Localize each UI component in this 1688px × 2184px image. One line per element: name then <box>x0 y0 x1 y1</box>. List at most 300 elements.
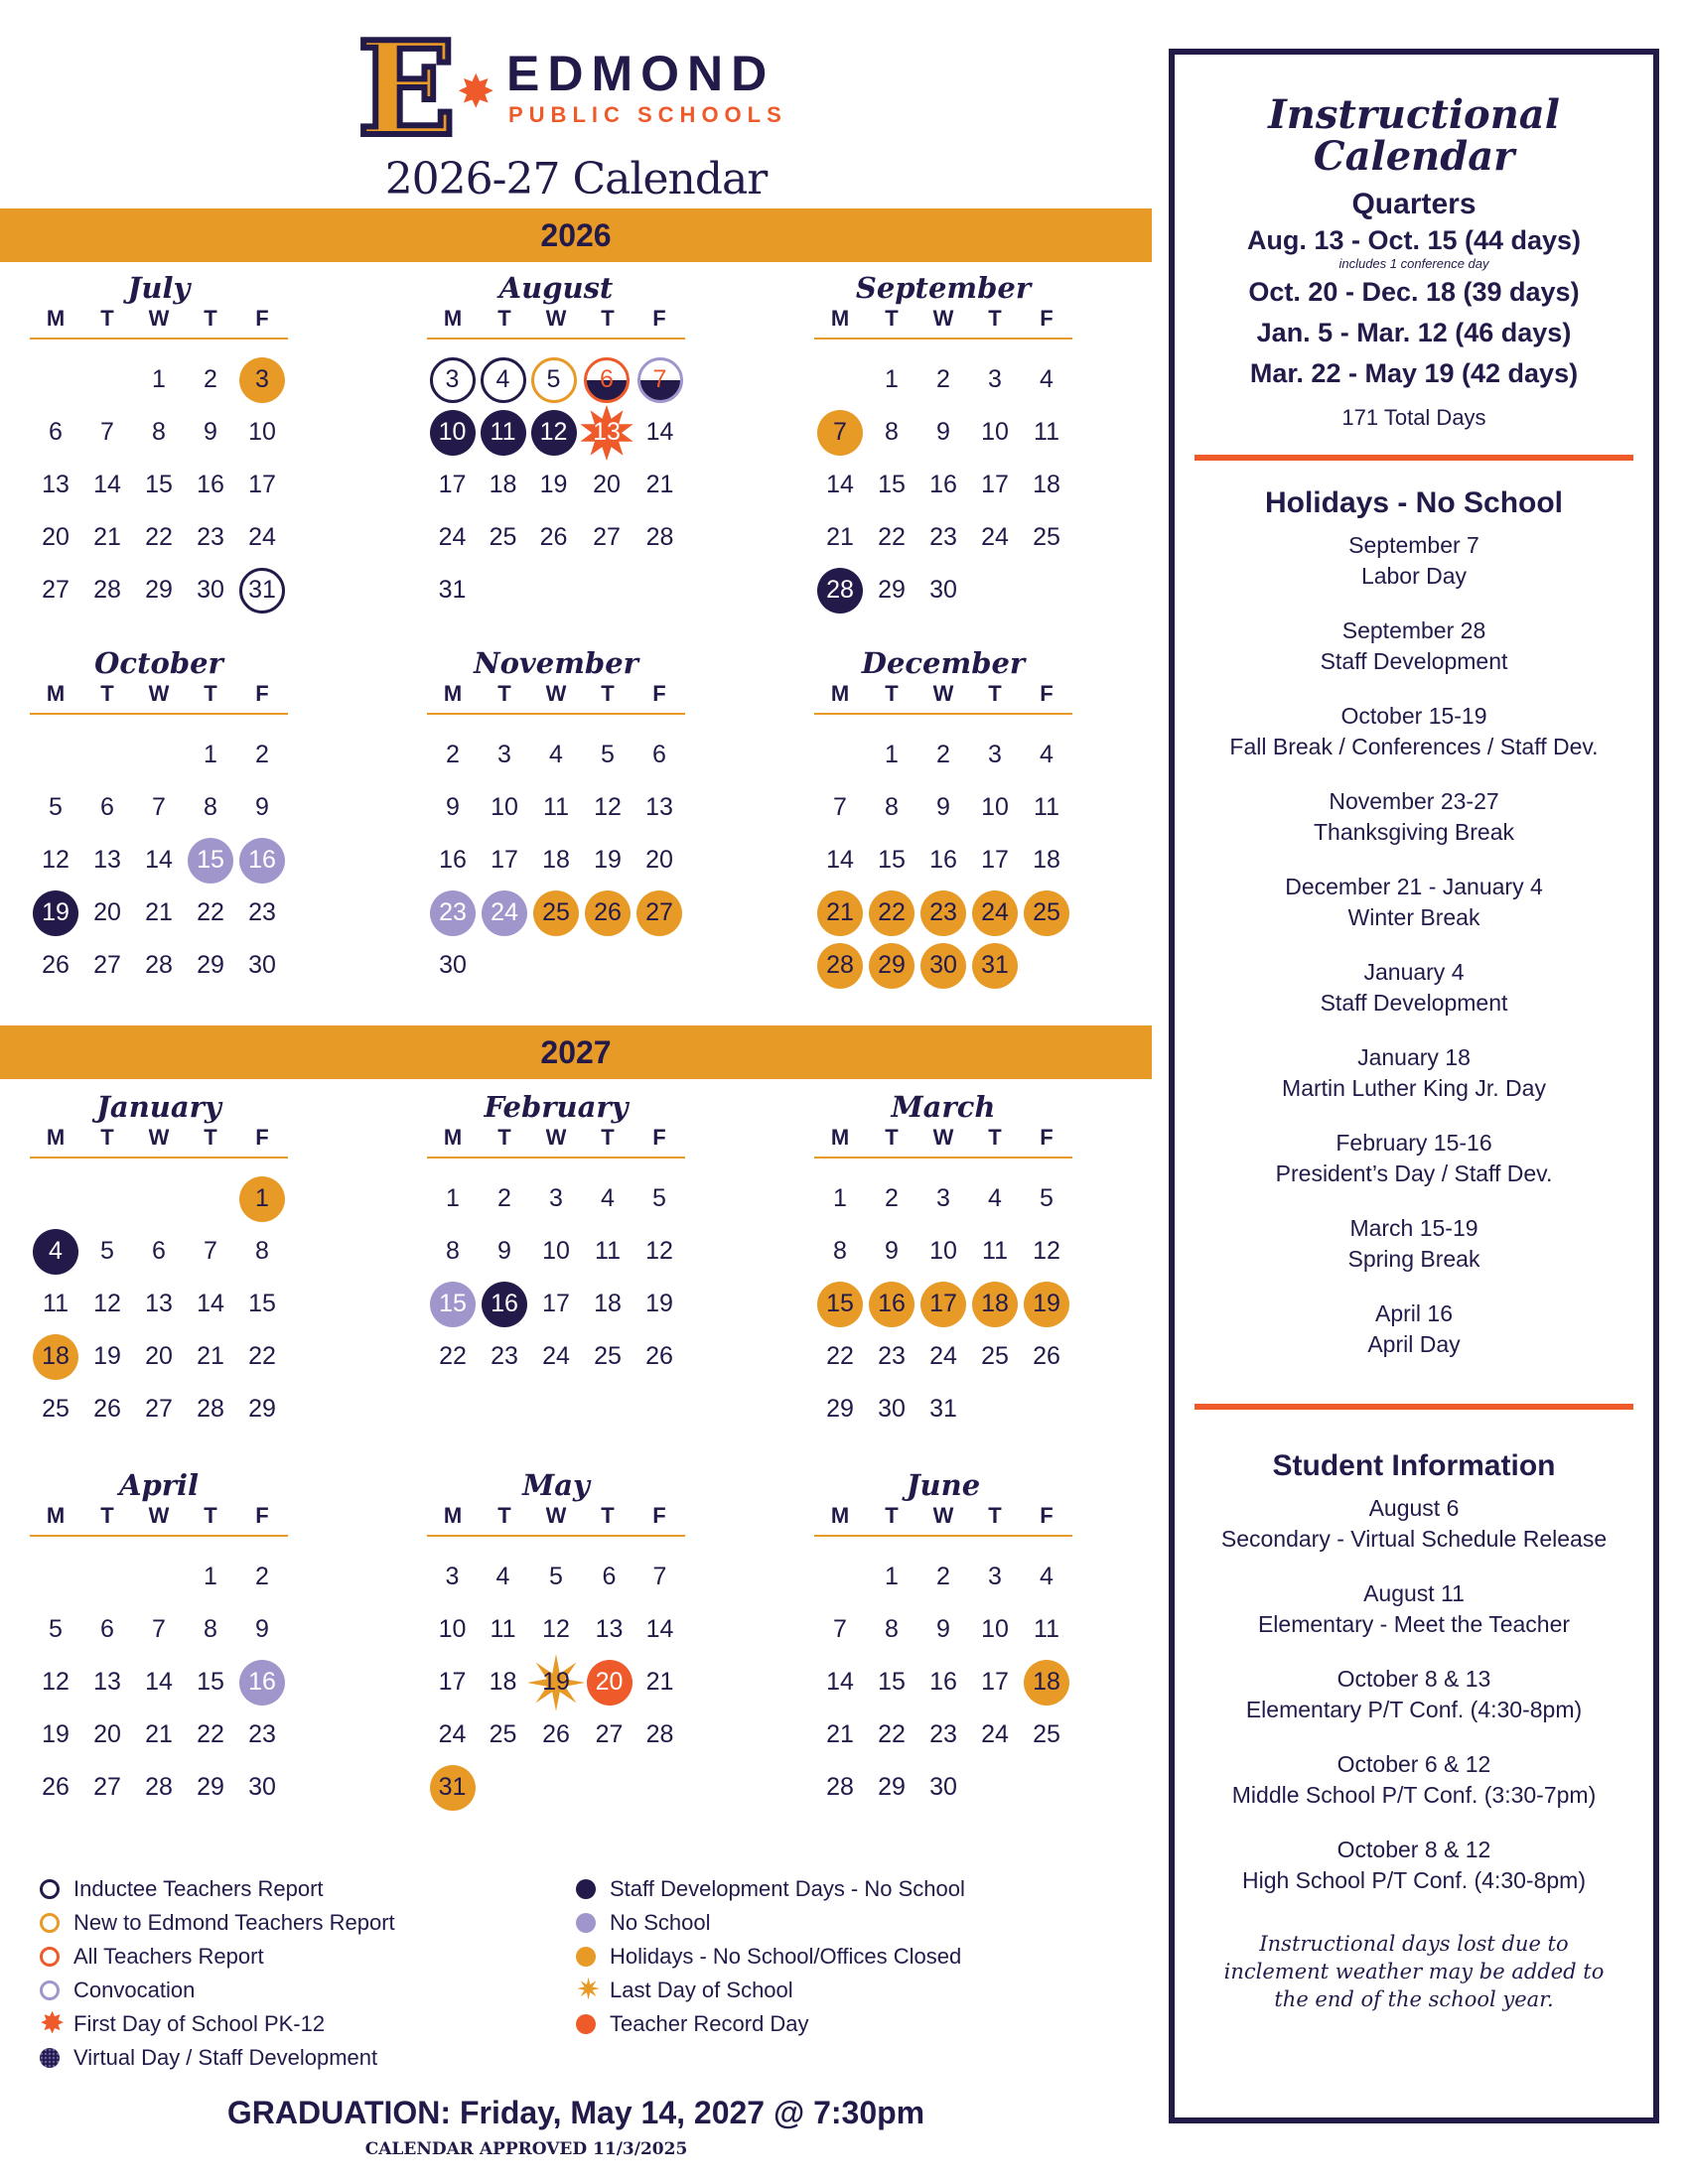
day-cell <box>917 939 969 992</box>
day-cell <box>969 939 1021 992</box>
day-number: 6 <box>100 793 114 821</box>
day-cell <box>969 1330 1021 1383</box>
day-hol <box>869 890 914 936</box>
day-number: 5 <box>100 1237 114 1265</box>
day-cell <box>81 459 133 511</box>
day-number: 24 <box>981 898 1009 926</box>
day-cell <box>185 459 236 511</box>
empty-cell <box>81 353 133 406</box>
day-cell <box>582 1225 633 1278</box>
day-cell <box>866 511 917 564</box>
day <box>239 1334 285 1380</box>
weekday-label: T <box>497 1125 511 1150</box>
day-cell <box>866 939 917 992</box>
day-cell <box>236 1551 288 1603</box>
day-number: 25 <box>594 1342 622 1370</box>
day-cell <box>236 1278 288 1330</box>
weekday-header <box>427 306 685 340</box>
holiday-item-date: September 28 <box>1341 617 1486 643</box>
day-cell <box>185 1551 236 1603</box>
day-number: 23 <box>248 1720 276 1748</box>
day <box>869 515 914 561</box>
day-cell <box>427 781 479 834</box>
day-cell <box>133 1708 185 1761</box>
empty-cell <box>30 1551 81 1603</box>
day-number: 6 <box>49 418 63 446</box>
day-cell <box>969 887 1021 939</box>
day-cell <box>479 1278 530 1330</box>
day <box>33 1387 78 1433</box>
day-hol <box>920 1282 966 1327</box>
month-august <box>427 270 685 616</box>
day-number: 25 <box>1033 523 1060 551</box>
day <box>136 1334 182 1380</box>
day <box>136 838 182 884</box>
day-number: 1 <box>152 365 166 393</box>
holiday-item-desc: April Day <box>1367 1331 1461 1357</box>
day <box>239 1555 285 1600</box>
month-name: October <box>94 646 223 680</box>
day-cell <box>917 1330 969 1383</box>
day-number: 9 <box>204 418 217 446</box>
day-cell <box>81 1656 133 1708</box>
day-number: 10 <box>929 1237 957 1265</box>
day-ns <box>239 838 285 884</box>
day-cell <box>427 834 479 887</box>
day-number: 24 <box>438 1720 467 1748</box>
day-cell <box>133 353 185 406</box>
day-cell <box>917 887 969 939</box>
day-grid <box>30 729 288 992</box>
day-number: 28 <box>826 951 854 979</box>
year-bar-2026: 2026 <box>0 208 1152 262</box>
day-cell <box>81 1603 133 1656</box>
holiday-item <box>1175 957 1653 1019</box>
weekday-header <box>30 1503 288 1537</box>
day <box>481 515 526 561</box>
day-number: 13 <box>93 1668 121 1696</box>
day-number: 28 <box>145 1773 173 1801</box>
day-cell <box>133 1278 185 1330</box>
legend-label: Staff Development Days - No School <box>610 1876 965 1901</box>
day <box>84 1712 130 1758</box>
day-number: 3 <box>497 741 511 768</box>
day-cell <box>185 1761 236 1814</box>
day-number: 12 <box>594 793 622 821</box>
day-cell <box>866 1330 917 1383</box>
day-number: 21 <box>826 1720 854 1748</box>
day <box>869 463 914 508</box>
day-cell <box>633 887 685 939</box>
day <box>636 1229 682 1275</box>
day <box>482 1334 527 1380</box>
divider <box>1195 1404 1633 1410</box>
legend-item-last <box>576 1974 793 2006</box>
day-cell <box>634 353 685 406</box>
day-cell <box>81 1278 133 1330</box>
day-cell <box>30 1603 81 1656</box>
day-number: 23 <box>929 898 957 926</box>
day-cell <box>633 1172 685 1225</box>
day <box>817 1607 863 1653</box>
day <box>136 1229 182 1275</box>
day <box>188 943 233 989</box>
divider <box>1195 455 1633 461</box>
day-cell <box>866 781 917 834</box>
day <box>533 1555 579 1600</box>
day-cell <box>866 1656 917 1708</box>
day <box>972 838 1018 884</box>
day-number: 26 <box>542 1720 570 1748</box>
weekday-label: M <box>46 1125 66 1150</box>
day-hol <box>33 1334 78 1380</box>
day <box>33 515 78 561</box>
day-number: 7 <box>100 418 114 446</box>
day <box>637 1712 683 1758</box>
day-cell <box>814 1278 866 1330</box>
day <box>84 1282 130 1327</box>
day-cell <box>30 511 81 564</box>
weekday-header <box>427 1503 685 1537</box>
day-number: 13 <box>593 418 621 446</box>
student-info-item <box>1175 1578 1653 1640</box>
day-cell <box>30 939 81 992</box>
day-hol <box>920 890 966 936</box>
legend-swatch-icon <box>40 1913 60 1933</box>
day-cell <box>236 1656 288 1708</box>
weekday-label: T <box>204 681 217 706</box>
day <box>636 838 682 884</box>
weekday-label: W <box>545 306 567 331</box>
day-first <box>579 405 634 461</box>
calendar-title: 2026-27 Calendar <box>384 154 768 205</box>
day-cell <box>917 1708 969 1761</box>
month-name: December <box>861 646 1026 680</box>
day-number: 15 <box>197 1668 224 1696</box>
day <box>972 785 1018 831</box>
day-number: 30 <box>248 951 276 979</box>
day-cell <box>81 511 133 564</box>
day-cell <box>584 1708 634 1761</box>
day-number: 16 <box>248 846 276 874</box>
day-number: 19 <box>542 1668 570 1696</box>
day-number: 10 <box>981 418 1009 446</box>
day-number: 29 <box>197 1773 224 1801</box>
day <box>531 515 577 561</box>
weekday-header <box>814 1503 1072 1537</box>
day-cell <box>528 353 579 406</box>
day-number: 9 <box>255 793 269 821</box>
day <box>533 1607 579 1653</box>
day-cell <box>1021 353 1072 406</box>
weekday-label: F <box>255 306 269 331</box>
day-cell <box>427 1330 479 1383</box>
day-cell <box>579 353 634 406</box>
day-number: 17 <box>438 471 467 498</box>
day-number: 1 <box>255 1184 269 1212</box>
logo-star-icon: ✸ <box>457 65 495 118</box>
day <box>239 515 285 561</box>
day-cell <box>1021 1603 1072 1656</box>
day-cell <box>634 406 685 459</box>
day-cell <box>579 459 634 511</box>
month-may <box>427 1467 685 1814</box>
day-number: 7 <box>652 365 667 393</box>
legend-item-sd <box>576 1876 965 1902</box>
day-cell <box>133 1603 185 1656</box>
day-cell <box>478 1656 528 1708</box>
day <box>637 1555 683 1600</box>
day-number: 12 <box>542 1615 570 1643</box>
day-cell <box>185 834 236 887</box>
day-number: 28 <box>826 576 854 604</box>
day <box>636 785 682 831</box>
day <box>33 1607 78 1653</box>
day-cell <box>185 939 236 992</box>
day <box>869 1607 914 1653</box>
day <box>817 1387 863 1433</box>
day-number: 26 <box>93 1395 121 1423</box>
empty-cell <box>81 1551 133 1603</box>
day-number: 8 <box>885 793 899 821</box>
day-number: 30 <box>439 951 467 979</box>
day <box>972 1555 1018 1600</box>
day-hol <box>1024 1660 1069 1706</box>
weekday-label: F <box>652 1125 666 1150</box>
weekday-label: W <box>932 1125 954 1150</box>
day <box>430 1607 476 1653</box>
day <box>239 785 285 831</box>
day-number: 2 <box>936 1563 950 1590</box>
day-hol <box>972 943 1018 989</box>
day-cell <box>866 1551 917 1603</box>
day <box>188 568 233 614</box>
day-number: 12 <box>539 418 568 446</box>
day-number: 18 <box>1033 846 1060 874</box>
day-number: 8 <box>446 1237 460 1265</box>
day-number: 16 <box>197 471 224 498</box>
day <box>33 568 78 614</box>
day-number: 10 <box>981 1615 1009 1643</box>
day <box>920 1607 966 1653</box>
day-cell <box>185 353 236 406</box>
day-number: 8 <box>833 1237 847 1265</box>
day-grid <box>30 1172 288 1435</box>
day-number: 3 <box>255 365 269 393</box>
day <box>972 410 1018 456</box>
holiday-item <box>1175 615 1653 677</box>
day-cell <box>866 729 917 781</box>
day-hol <box>817 410 863 456</box>
day <box>1024 515 1069 561</box>
day-cell <box>866 564 917 616</box>
day-number: 13 <box>42 471 70 498</box>
day <box>136 785 182 831</box>
day-number: 16 <box>878 1290 906 1317</box>
day-ind <box>430 357 476 403</box>
student-info-item-desc: Middle School P/T Conf. (3:30-7pm) <box>1231 1782 1597 1808</box>
day-cell <box>814 459 866 511</box>
day-cell <box>133 511 185 564</box>
day <box>585 838 631 884</box>
day-cell <box>81 1761 133 1814</box>
day-cell <box>427 353 478 406</box>
day-number: 20 <box>645 846 673 874</box>
weekday-label: F <box>255 1125 269 1150</box>
day-number: 28 <box>93 576 121 604</box>
day-cell <box>528 1603 584 1656</box>
day-hol <box>533 890 579 936</box>
day-cell <box>478 1551 528 1603</box>
day-number: 30 <box>197 576 224 604</box>
day-sd <box>817 568 863 614</box>
day-cell <box>133 887 185 939</box>
weekday-label: F <box>652 306 666 331</box>
day-number: 13 <box>145 1290 173 1317</box>
day-number: 26 <box>594 898 622 926</box>
empty-cell <box>133 1551 185 1603</box>
day-number: 6 <box>600 365 614 393</box>
day-hol <box>972 1282 1018 1327</box>
day-cell <box>579 406 634 459</box>
day-number: 17 <box>542 1290 570 1317</box>
day-cell <box>427 1551 478 1603</box>
day-number: 17 <box>981 1668 1009 1696</box>
day <box>482 733 527 778</box>
day-cell <box>133 1225 185 1278</box>
day-number: 22 <box>826 1342 854 1370</box>
day-cell <box>917 1656 969 1708</box>
day-cell <box>236 564 288 616</box>
weekday-label: W <box>932 1503 954 1528</box>
student-info-item-date: October 8 & 13 <box>1336 1666 1491 1692</box>
day-cell <box>478 1708 528 1761</box>
day-number: 4 <box>495 365 510 393</box>
day-number: 19 <box>42 898 70 926</box>
month-name: September <box>855 271 1032 305</box>
weekday-label: T <box>885 681 899 706</box>
day <box>637 1660 683 1706</box>
day <box>920 1387 966 1433</box>
day-grid <box>30 353 288 616</box>
weekday-label: M <box>443 1503 463 1528</box>
legend-label: New to Edmond Teachers Report <box>73 1910 395 1935</box>
day-number: 6 <box>602 1563 617 1590</box>
day-number: 23 <box>878 1342 906 1370</box>
day-cell <box>1021 1330 1072 1383</box>
day-number: 19 <box>645 1290 673 1317</box>
weekday-label: T <box>601 1125 615 1150</box>
day-number: 3 <box>988 1563 1002 1590</box>
day-ns <box>430 890 476 936</box>
weekday-header <box>427 681 685 715</box>
weekday-label: M <box>830 306 850 331</box>
day-grid <box>427 1172 685 1383</box>
day-trd <box>587 1660 633 1706</box>
day <box>239 1765 285 1811</box>
day <box>972 357 1018 403</box>
day-cell <box>30 1708 81 1761</box>
day-number: 22 <box>197 898 224 926</box>
day-cell <box>427 939 479 992</box>
day-cell <box>133 1656 185 1708</box>
day <box>533 1176 579 1222</box>
day-sd <box>33 890 78 936</box>
day-cell <box>427 1278 479 1330</box>
day-number: 11 <box>43 1290 69 1317</box>
day-cell <box>1021 406 1072 459</box>
day <box>430 1555 476 1600</box>
empty-cell <box>814 353 866 406</box>
day <box>637 515 683 561</box>
day-cell <box>917 1551 969 1603</box>
day-number: 16 <box>929 846 957 874</box>
day-cell <box>30 1278 81 1330</box>
day-cell <box>185 1656 236 1708</box>
student-info-item <box>1175 1664 1653 1725</box>
weekday-label: T <box>100 1503 114 1528</box>
day-cell <box>633 729 685 781</box>
weekday-label: F <box>255 1503 269 1528</box>
day-number: 13 <box>645 793 673 821</box>
day-number: 30 <box>878 1395 906 1423</box>
day-cell <box>866 834 917 887</box>
day <box>817 515 863 561</box>
holiday-item <box>1175 1213 1653 1275</box>
day-hol <box>817 943 863 989</box>
day <box>188 1660 233 1706</box>
day-number: 28 <box>645 1720 674 1748</box>
empty-cell <box>30 353 81 406</box>
day <box>637 463 683 508</box>
day-cell <box>917 1383 969 1435</box>
day-cell <box>814 511 866 564</box>
day-cell <box>427 1761 478 1814</box>
day <box>481 1607 526 1653</box>
day-cell <box>866 887 917 939</box>
day-number: 26 <box>42 951 70 979</box>
holiday-item-date: December 21 - January 4 <box>1285 874 1543 899</box>
holiday-item-desc: Spring Break <box>1347 1246 1480 1272</box>
sidebar-title-line1: Instructional <box>1268 91 1560 138</box>
day-cell <box>917 564 969 616</box>
day <box>430 1660 476 1706</box>
day-cell <box>185 887 236 939</box>
day <box>84 568 130 614</box>
student-info-item <box>1175 1835 1653 1896</box>
student-info-heading: Student Information <box>1272 1449 1556 1482</box>
day-grid <box>427 729 685 992</box>
day-cell <box>969 511 1021 564</box>
instructional-sidebar <box>1169 49 1659 2123</box>
day-cell <box>969 834 1021 887</box>
month-name: May <box>522 1468 590 1502</box>
day-cell <box>30 459 81 511</box>
day <box>33 1282 78 1327</box>
day-number: 15 <box>878 471 906 498</box>
day-number: 9 <box>497 1237 511 1265</box>
day-cell <box>133 1383 185 1435</box>
day <box>585 733 631 778</box>
day-number: 7 <box>833 418 847 446</box>
weekday-label: F <box>652 681 666 706</box>
day-cell <box>479 1225 530 1278</box>
day-cell <box>1021 1551 1072 1603</box>
day-cell <box>917 1761 969 1814</box>
day-number: 24 <box>981 1720 1009 1748</box>
empty-cell <box>81 729 133 781</box>
day-number: 19 <box>539 471 568 498</box>
